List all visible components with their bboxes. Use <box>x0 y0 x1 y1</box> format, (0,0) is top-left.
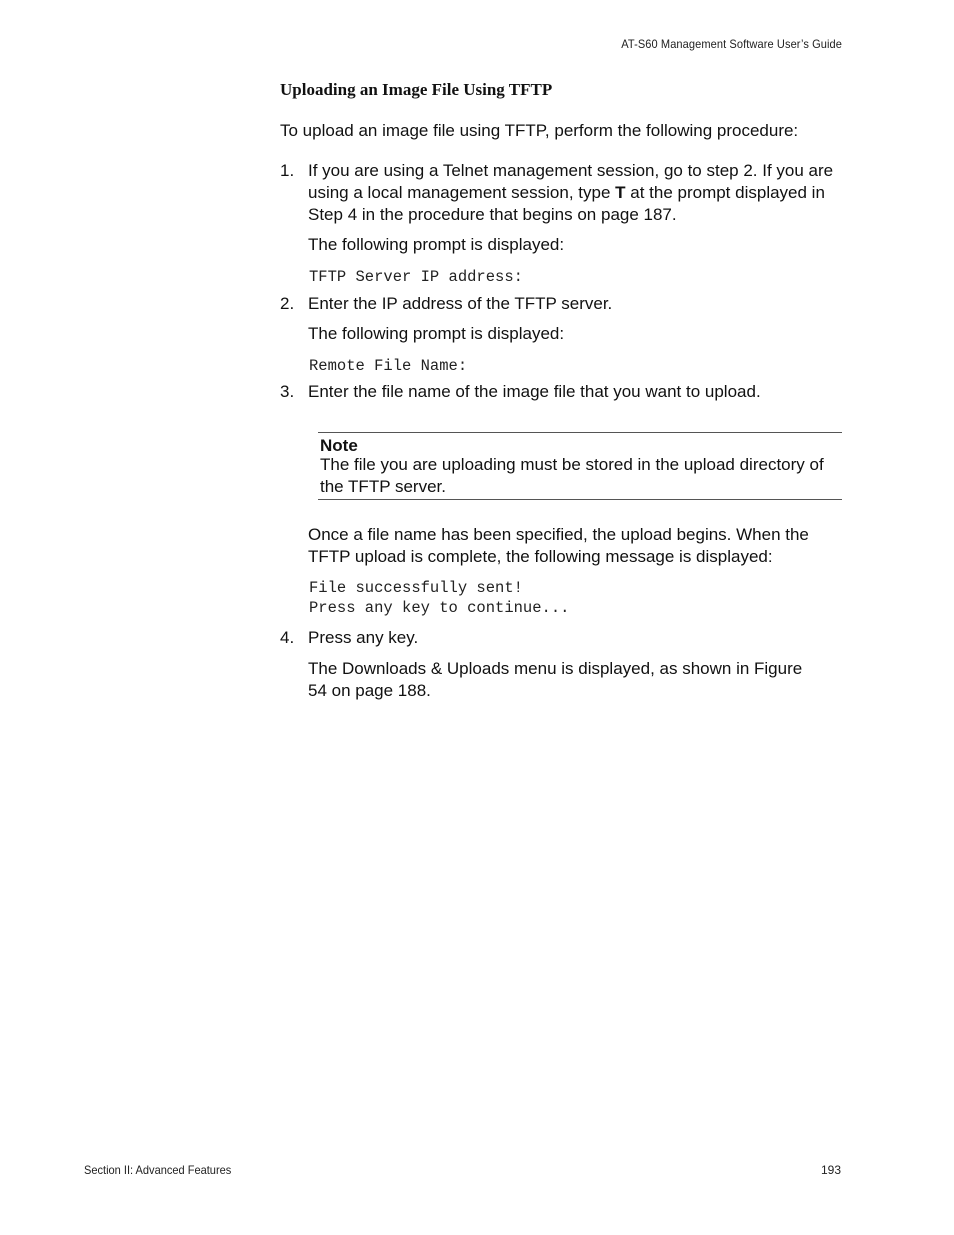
step-1-bold-key: T <box>615 183 626 202</box>
step-4-number: 4. <box>280 628 295 647</box>
step-1-text-after: at the prompt displayed in Step 4 in the procedure that begins on page 187. <box>308 183 825 224</box>
note-text: The file you are uploading must be stored in the upload directory of the TFTP server. <box>320 455 824 496</box>
step-4-followup: The Downloads & Uploads menu is displayed, as shown in Figure 54 on page 188. <box>308 659 803 700</box>
note-title: Note <box>320 436 358 455</box>
step-3-number: 3. <box>280 382 295 401</box>
after-note-code-line-1: File successfully sent! <box>309 579 523 597</box>
intro-paragraph: To upload an image file using TFTP, perform the following procedure: <box>280 121 799 140</box>
step-1-text-before: If you are using a Telnet management session, go to step 2. If you are using a local management session, type <box>308 161 834 202</box>
after-note-paragraph: Once a file name has been specified, the upload begins. When the TFTP upload is complete, the following message is displayed: <box>308 525 809 566</box>
step-2-code: Remote File Name: <box>309 357 468 375</box>
step-1-code: TFTP Server IP address: <box>309 268 523 286</box>
after-note-code-line-2: Press any key to continue... <box>309 599 570 617</box>
note-box <box>318 432 842 500</box>
step-2-followup: The following prompt is displayed: <box>308 324 565 343</box>
step-1-number: 1. <box>280 161 295 180</box>
step-4-text: Press any key. <box>308 628 419 647</box>
section-heading: Uploading an Image File Using TFTP <box>280 80 553 99</box>
footer-section-label: Section II: Advanced Features <box>84 1163 232 1177</box>
step-2-number: 2. <box>280 294 295 313</box>
step-1-text <box>308 160 842 226</box>
running-header: AT-S60 Management Software User’s Guide <box>621 37 842 51</box>
footer-page-number: 193 <box>820 1163 841 1177</box>
step-2-text: Enter the IP address of the TFTP server. <box>308 294 613 313</box>
step-3-text: Enter the file name of the image file that you want to upload. <box>308 382 761 401</box>
step-1-followup: The following prompt is displayed: <box>308 235 565 254</box>
